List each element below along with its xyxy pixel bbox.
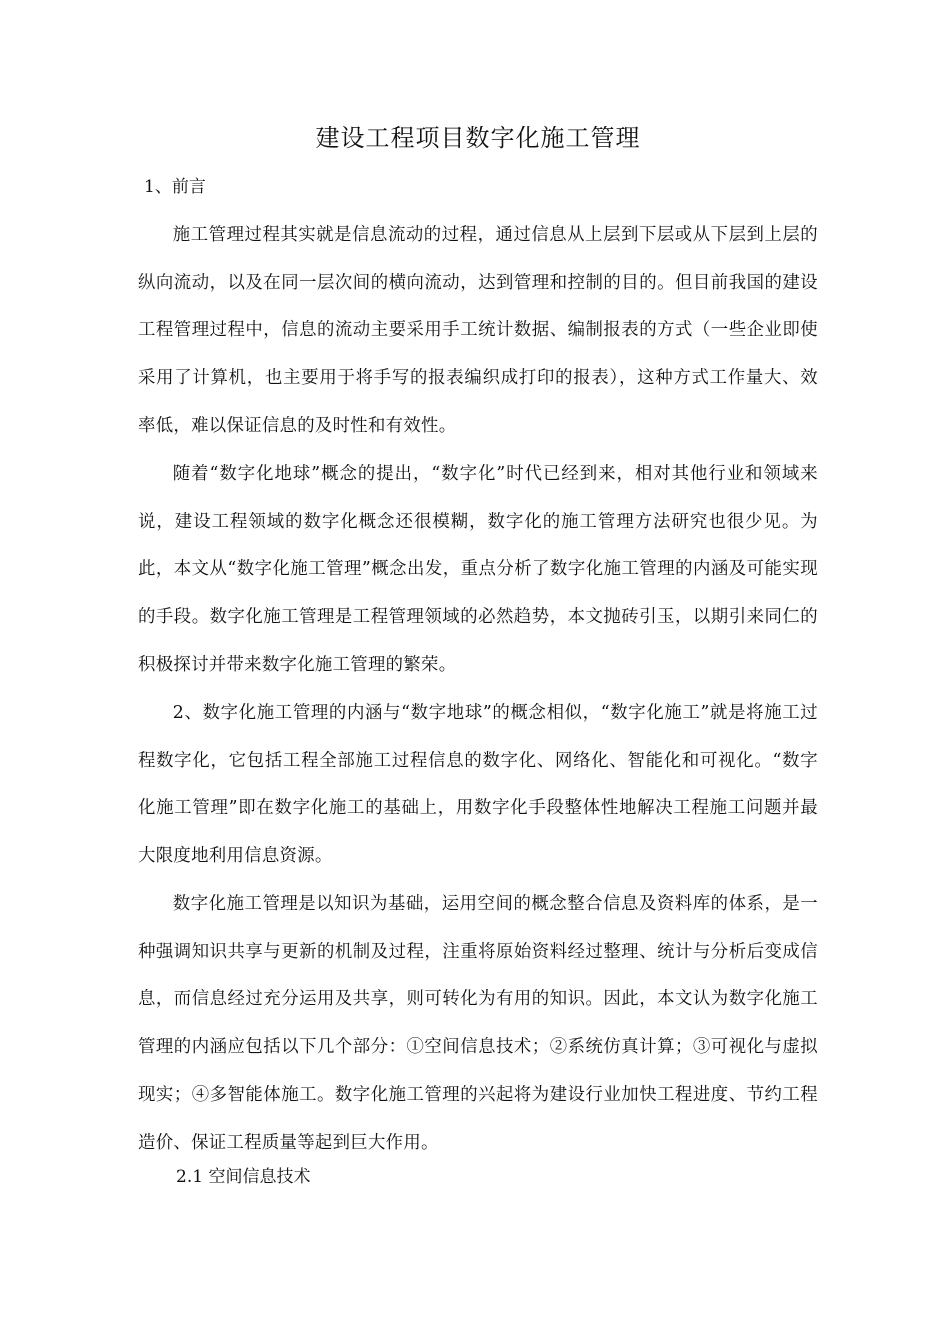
document-title: 建设工程项目数字化施工管理 (315, 124, 641, 152)
section-heading-spatial-info: 2.1 空间信息技术 (176, 1167, 311, 1187)
paragraph-1: 施工管理过程其实就是信息流动的过程，通过信息从上层到下层或从下层到上层的纵向流动，以及在同一层次间的横向流动，达到管理和控制的目的。但目前我国的建设工程管理过程中，信息的流动主要采用手工统计数据、编制报表的方式（一些企业即使采用了计算机，也主要用于将手写的报表编织成打印的报表），这种方式工作量大、效率低，难以保证信息的及时性和有效性。 (138, 225, 818, 436)
paragraph-4: 数字化施工管理是以知识为基础，运用空间的概念整合信息及资料库的体系，是一种强调知识共享与更新的机制及过程，注重将原始资料经过整理、统计与分析后变成信息，而信息经过充分运用及共享，则可转化为有用的知识。因此，本文认为数字化施工管理的内涵应包括以下几个部分：①空间信息技术；②系统仿真计算；③可视化与虚拟现实；④多智能体施工。数字化施工管理的兴起将为建设行业加快工程进度、节约工程造价、保证工程质量等起到巨大作用。 (138, 894, 818, 1153)
section-heading-preface: 1、前言 (144, 177, 206, 197)
paragraph-3: 2、数字化施工管理的内涵与“数字地球”的概念相似，“数字化施工”就是将施工过程数字化，它包括工程全部施工过程信息的数字化、网络化、智能化和可视化。“数字化施工管理”即在数字化施工的基础上，用数字化手段整体性地解决工程施工问题并最大限度地利用信息资源。 (138, 703, 818, 867)
paragraph-2: 随着“数字化地球”概念的提出，“数字化”时代已经到来，相对其他行业和领域来说，建设工程领域的数字化概念还很模糊，数字化的施工管理方法研究也很少见。为此，本文从“数字化施工管理”概念出发，重点分析了数字化施工管理的内涵及可能实现的手段。数字化施工管理是工程管理领域的必然趋势，本文抛砖引玉，以期引来同仁的积极探讨并带来数字化施工管理的繁荣。 (138, 464, 818, 675)
